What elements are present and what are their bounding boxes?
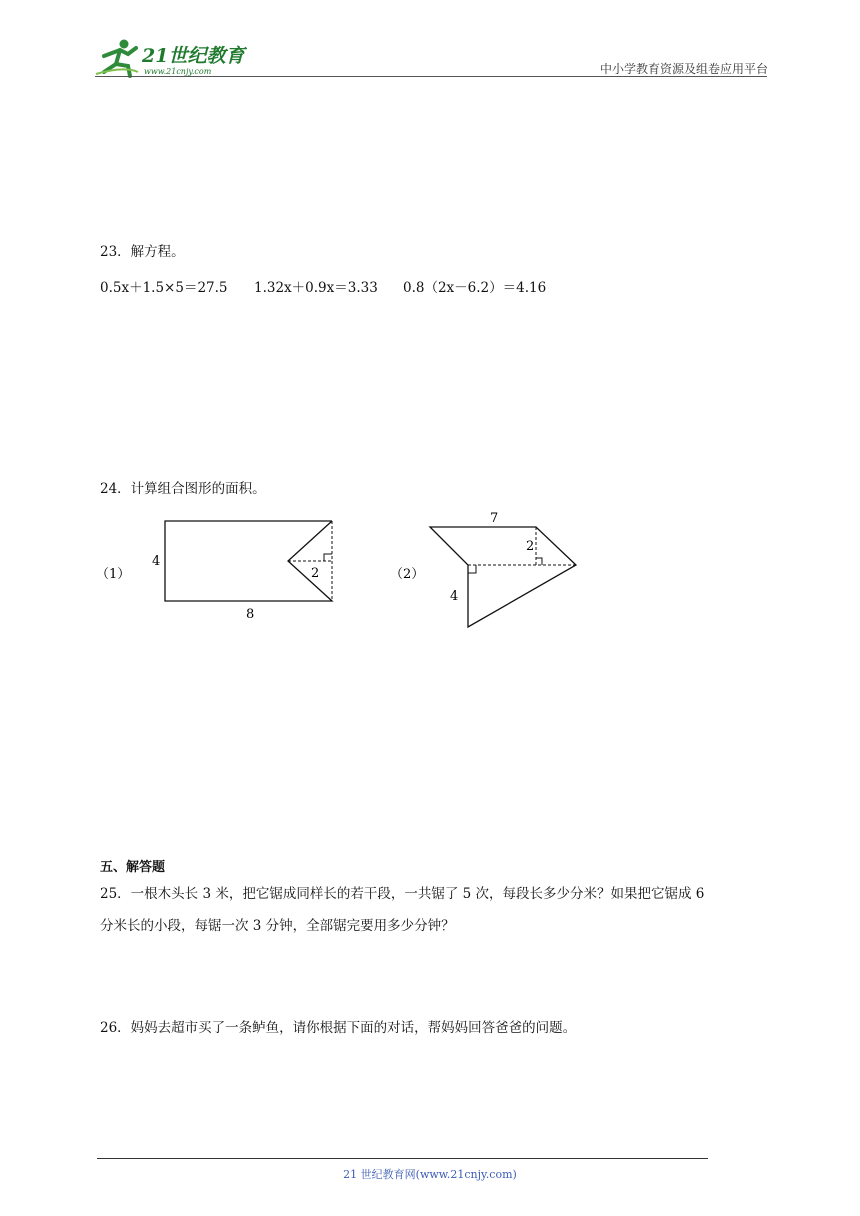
q23-equation-2: 1.32x＋0.9x＝3.33 [254,280,378,296]
fig2-shape [430,527,576,627]
footer-text: 21 世纪教育网(www.21cnjy.com) [343,1168,517,1181]
runner-icon [96,40,138,77]
section-title: 五、解答题 [100,860,166,875]
fig2-inner-label: 2 [526,539,535,554]
q25-line-1: 25．一根木头长 3 米，把它锯成同样长的若干段，一共锯了 5 次，每段长多少分米？如果把它锯成 6 [100,886,705,902]
q26-text: 26．妈妈去超市买了一条鲈鱼，请你根据下面的对话，帮妈妈回答爸爸的问题。 [100,1020,577,1036]
fig2-top-label: 7 [490,511,499,526]
q24-title: 24．计算组合图形的面积。 [100,481,266,497]
footer-divider [97,1158,708,1159]
fig1-inner-label: 2 [311,566,320,581]
fig1-shape [165,521,332,601]
fig1-bottom-label: 8 [246,607,255,622]
fig2-right-angle-1 [468,565,476,573]
fig2-left-label: 4 [450,589,459,604]
header-platform-text: 中小学教育资源及组卷应用平台 [599,62,768,76]
q23-title: 23．解方程。 [100,244,185,260]
q23-equation-1: 0.5x＋1.5×5＝27.5 [100,280,228,296]
fig2-right-angle-2 [536,558,542,565]
q23-equation-3: 0.8（2x－6.2）＝4.16 [403,280,547,296]
logo-url: www.21cnjy.com [144,67,212,76]
fig1-right-angle [324,554,332,561]
fig1-label: （1） [96,567,131,582]
fig1-left-label: 4 [152,554,161,569]
fig2-label: （2） [390,567,425,582]
site-logo [94,36,264,80]
header-divider [95,76,767,77]
q24-figures [94,505,594,635]
logo-text: 21世纪教育 [142,45,245,67]
q25-line-2: 分米长的小段，每锯一次 3 分钟，全部锯完要用多少分钟？ [100,918,455,934]
